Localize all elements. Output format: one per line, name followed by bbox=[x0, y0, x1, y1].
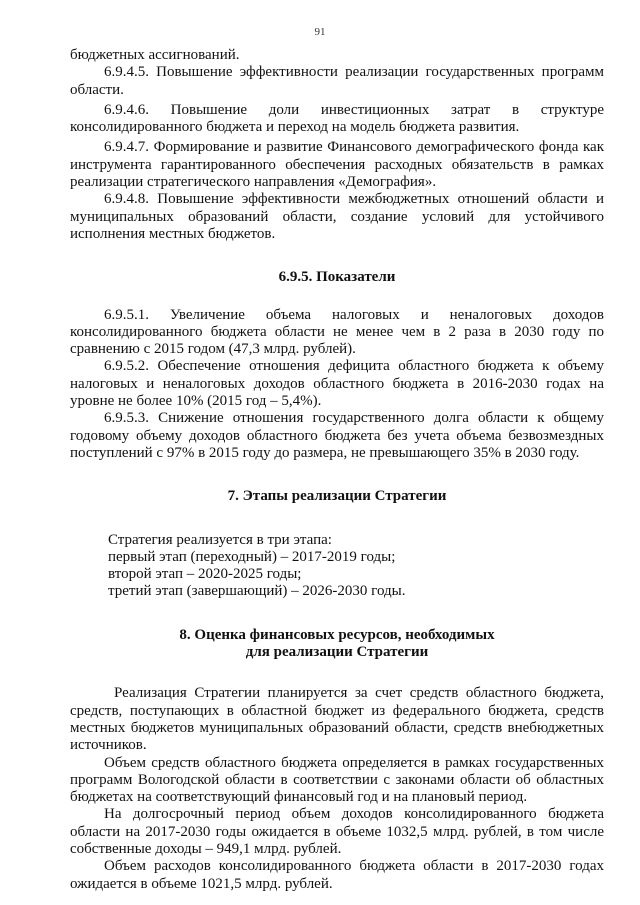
item-6-9-4-7: 6.9.4.7. Формирование и развитие Финансового демографического фонда как инструмента гарантированного обеспечения расходных обязательств в рамках реализации стратегического направления «Демография». bbox=[70, 139, 604, 191]
section-heading-6-9-5: 6.9.5. Показатели bbox=[278, 269, 396, 286]
stage-1: первый этап (переходный) – 2017-2019 годы; bbox=[108, 548, 396, 565]
continuation-text: бюджетных ассигнований. bbox=[70, 47, 240, 63]
stage-2: второй этап – 2020-2025 годы; bbox=[108, 566, 302, 583]
stages-intro: Стратегия реализуется в три этапа: bbox=[108, 531, 332, 548]
section-heading-7: 7. Этапы реализации Стратегии bbox=[227, 488, 447, 505]
stage-3: третий этап (завершающий) – 2026-2030 годы. bbox=[108, 583, 406, 600]
item-6-9-4-6: 6.9.4.6. Повышение доли инвестиционных затрат в структуре консолидированного бюджета и переход на модель бюджета развития. bbox=[70, 101, 604, 136]
item-6-9-5-2: 6.9.5.2. Обеспечение отношения дефицита областного бюджета к объему налоговых и неналоговых доходов областного бюджета в 2016-2030 годах на уровне не более 10% (2015 год – 5,4%). bbox=[70, 358, 604, 410]
item-6-9-4-8: 6.9.4.8. Повышение эффективности межбюджетных отношений области и муниципальных образований области, создание условий для устойчивого исполнения местных бюджетов. bbox=[70, 191, 604, 242]
item-6-9-5-1: 6.9.5.1. Увеличение объема налоговых и неналоговых доходов консолидированного бюджета области не менее чем в 2 раза в 2030 году по сравнению с 2015 годом (47,3 млрд. рублей). bbox=[70, 306, 604, 358]
funding-paragraph-3: На долгосрочный период объем доходов консолидированного бюджета области на 2017-2030 годы ожидается в объеме 1032,5 млрд. рублей, в том числе собственные доходы – 949,1 млрд. рублей. bbox=[70, 806, 604, 857]
item-6-9-5-3: 6.9.5.3. Снижение отношения государственного долга области к общему годовому объему доходов областного бюджета без учета объема безвозмездных поступлений с 97% в 2015 году до размера, не превышающего 35% в 2030 году. bbox=[70, 410, 604, 461]
funding-paragraph-2: Объем средств областного бюджета определяется в рамках государственных программ Вологодской области в соответствии с законами области об областных бюджетах на соответствующий финансовый год и на плановый период. bbox=[70, 754, 604, 806]
item-6-9-4-5: 6.9.4.5. Повышение эффективности реализации государственных программ области. bbox=[70, 64, 604, 98]
funding-paragraph-4: Объем расходов консолидированного бюджета области в 2017-2030 годах ожидается в объеме 1021,5 млрд. рублей. bbox=[70, 858, 604, 892]
section-heading-8-line2: для реализации Стратегии bbox=[245, 644, 429, 661]
section-heading-8-line1: 8. Оценка финансовых ресурсов, необходимых bbox=[179, 626, 495, 643]
funding-paragraph-1: Реализация Стратегии планируется за счет средств областного бюджета, средств, поступающих в областной бюджет из федерального бюджета, средств местных бюджетов муниципальных образований области, средств внебюджетных источников. bbox=[70, 685, 604, 754]
document-body bbox=[70, 47, 604, 893]
stages-list bbox=[70, 532, 604, 601]
page-number: 91 bbox=[314, 26, 326, 38]
